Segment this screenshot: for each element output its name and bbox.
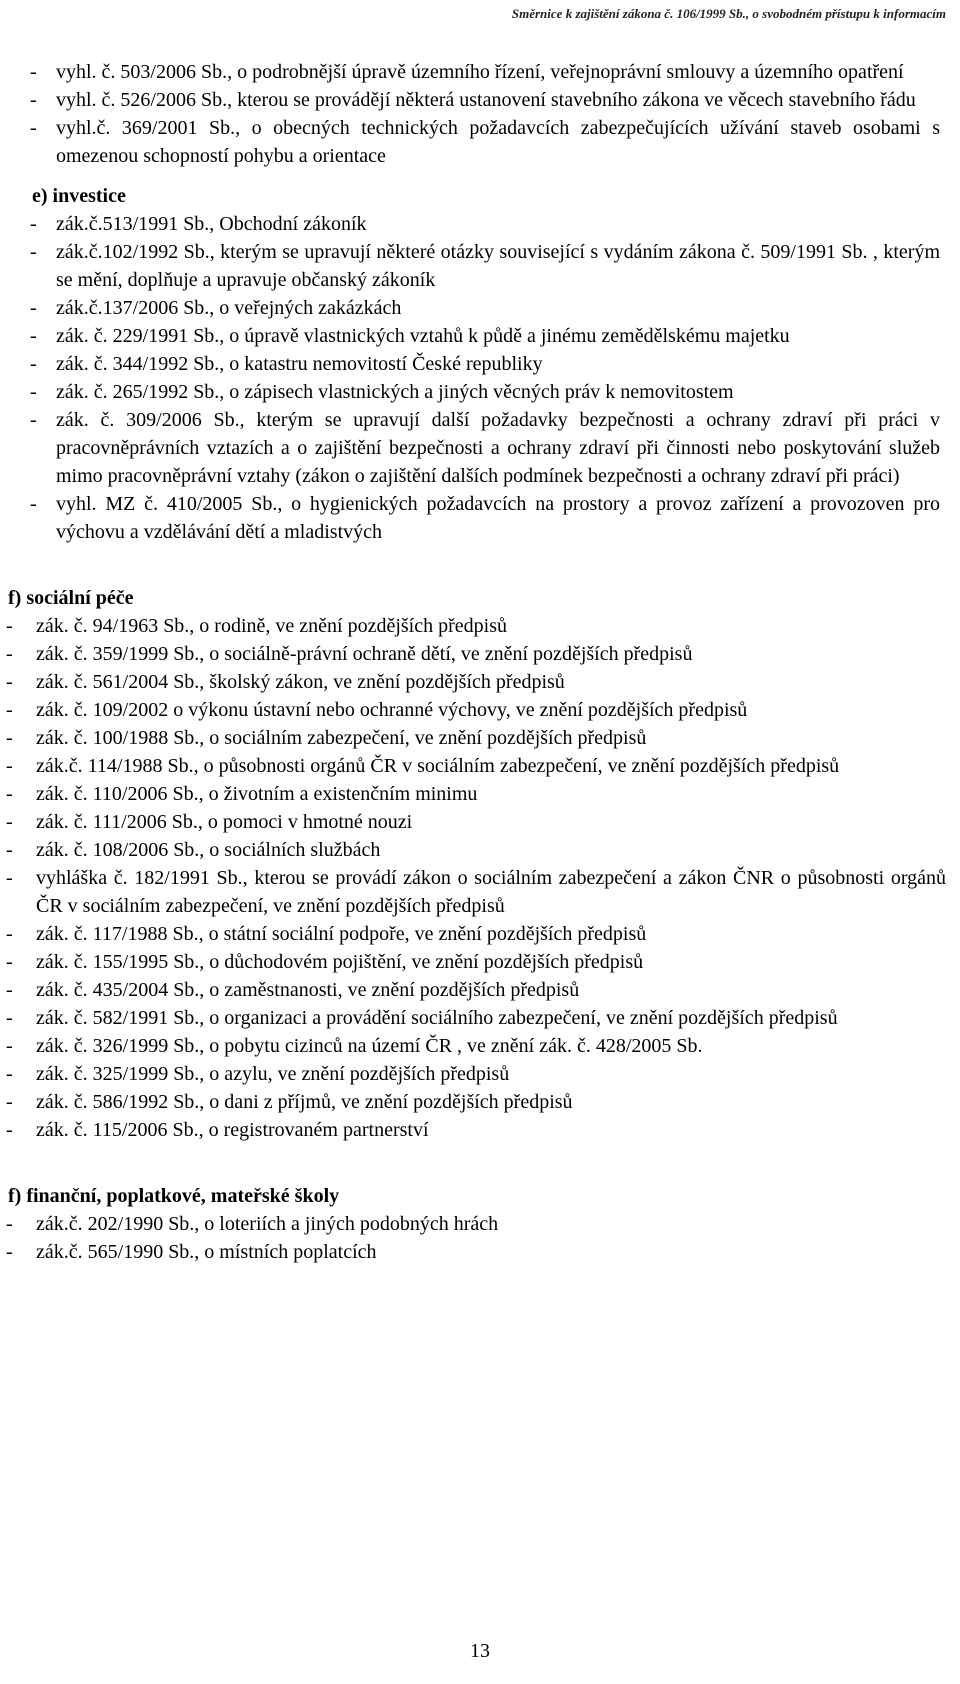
list-item: - zák. č. 326/1999 Sb., o pobytu cizinců na území ČR , ve znění zák. č. 428/2005 Sb. xyxy=(6,1035,703,1057)
page-number: 13 xyxy=(470,1640,490,1662)
list-item: - zák. č. 325/1999 Sb., o azylu, ve znění pozdějších předpisů xyxy=(6,1063,510,1085)
list-item: - zák. č. 229/1991 Sb., o úpravě vlastnických vztahů k půdě a jinému zemědělskému majetku xyxy=(30,325,790,347)
list-item: - zák. č. 109/2002 o výkonu ústavní nebo ochranné výchovy, ve znění pozdějších předpisů xyxy=(6,699,748,721)
list-item: - zák. č. 561/2004 Sb., školský zákon, ve znění pozdějších předpisů xyxy=(6,671,565,693)
section-heading-socialni-pece: f) sociální péče xyxy=(8,587,134,609)
list-item: - zák. č. 309/2006 Sb., kterým se upravují další požadavky bezpečnosti a ochrany zdraví při práci v pracovněprávních vztazích a o zajištění bezpečnosti a ochrany zdraví při činnosti nebo poskytování služeb mimo pracovněprávní vztahy (zákon o zajištění dalších podmínek bezpečnosti a ochrany zdraví při práci) xyxy=(30,409,940,487)
list-item: - zák.č.513/1991 Sb., Obchodní zákoník xyxy=(30,213,367,235)
list-item: - vyhl.č. 369/2001 Sb., o obecných technických požadavcích zabezpečujících užívání staveb osobami s omezenou schopností pohybu a orientace xyxy=(30,117,940,167)
list-item: - zák. č. 108/2006 Sb., o sociálních službách xyxy=(6,839,381,861)
running-header: Směrnice k zajištění zákona č. 106/1999 Sb., o svobodném přístupu k informacím xyxy=(511,6,946,21)
list-item: - zák. č. 155/1995 Sb., o důchodovém pojištění, ve znění pozdějších předpisů xyxy=(6,951,644,973)
list-item: - zák. č. 582/1991 Sb., o organizaci a provádění sociálního zabezpečení, ve znění pozdějších předpisů xyxy=(6,1007,838,1029)
list-item: - zák.č. 565/1990 Sb., o místních poplatcích xyxy=(6,1241,377,1263)
list-block1 xyxy=(0,58,960,170)
list-item: - zák. č. 265/1992 Sb., o zápisech vlastnických a jiných věcných práv k nemovitostem xyxy=(30,381,734,403)
section-heading-investice: e) investice xyxy=(32,185,126,207)
list-financni xyxy=(0,1210,960,1266)
list-item: - zák. č. 344/1992 Sb., o katastru nemovitostí České republiky xyxy=(30,353,543,375)
list-item: - zák. č. 435/2004 Sb., o zaměstnanosti, ve znění pozdějších předpisů xyxy=(6,979,580,1001)
list-investice xyxy=(0,210,960,546)
list-socialni-pece xyxy=(0,612,960,1144)
list-item: - zák. č. 111/2006 Sb., o pomoci v hmotné nouzi xyxy=(6,811,413,833)
section-heading-financni: f) finanční, poplatkové, mateřské školy xyxy=(8,1185,340,1207)
list-item: - zák. č. 100/1988 Sb., o sociálním zabezpečení, ve znění pozdějších předpisů xyxy=(6,727,647,749)
list-item: - vyhl. č. 503/2006 Sb., o podrobnější úpravě územního řízení, veřejnoprávní smlouvy a územního opatření xyxy=(30,61,904,83)
list-item: - zák.č.137/2006 Sb., o veřejných zakázkách xyxy=(30,297,402,319)
list-item: - zák. č. 94/1963 Sb., o rodině, ve znění pozdějších předpisů xyxy=(6,615,507,637)
list-item: - zák.č. 114/1988 Sb., o působnosti orgánů ČR v sociálním zabezpečení, ve znění pozdějších předpisů xyxy=(6,755,840,777)
list-item: - zák. č. 117/1988 Sb., o státní sociální podpoře, ve znění pozdějších předpisů xyxy=(6,923,647,945)
list-item: - vyhláška č. 182/1991 Sb., kterou se provádí zákon o sociálním zabezpečení a zákon ČNR o působnosti orgánů ČR v sociálním zabezpečení, ve znění pozdějších předpisů xyxy=(6,867,946,917)
list-item: - zák.č. 202/1990 Sb., o loteriích a jiných podobných hrách xyxy=(6,1213,499,1235)
list-item: - zák.č.102/1992 Sb., kterým se upravují některé otázky související s vydáním zákona č. 509/1991 Sb. , kterým se mění, doplňuje a upravuje občanský zákoník xyxy=(30,241,940,291)
list-item: - zák. č. 359/1999 Sb., o sociálně-právní ochraně dětí, ve znění pozdějších předpisů xyxy=(6,643,693,665)
list-item: - zák. č. 110/2006 Sb., o životním a existenčním minimu xyxy=(6,783,478,805)
list-item: - vyhl. č. 526/2006 Sb., kterou se provádějí některá ustanovení stavebního zákona ve věcech stavebního řádu xyxy=(30,89,916,111)
list-item: - zák. č. 586/1992 Sb., o dani z příjmů, ve znění pozdějších předpisů xyxy=(6,1091,573,1113)
list-item: - vyhl. MZ č. 410/2005 Sb., o hygienických požadavcích na prostory a provoz zařízení a provozoven pro výchovu a vzdělávání dětí a mladistvých xyxy=(30,493,940,543)
page-content xyxy=(0,58,960,1266)
list-item: - zák. č. 115/2006 Sb., o registrovaném partnerství xyxy=(6,1119,429,1141)
